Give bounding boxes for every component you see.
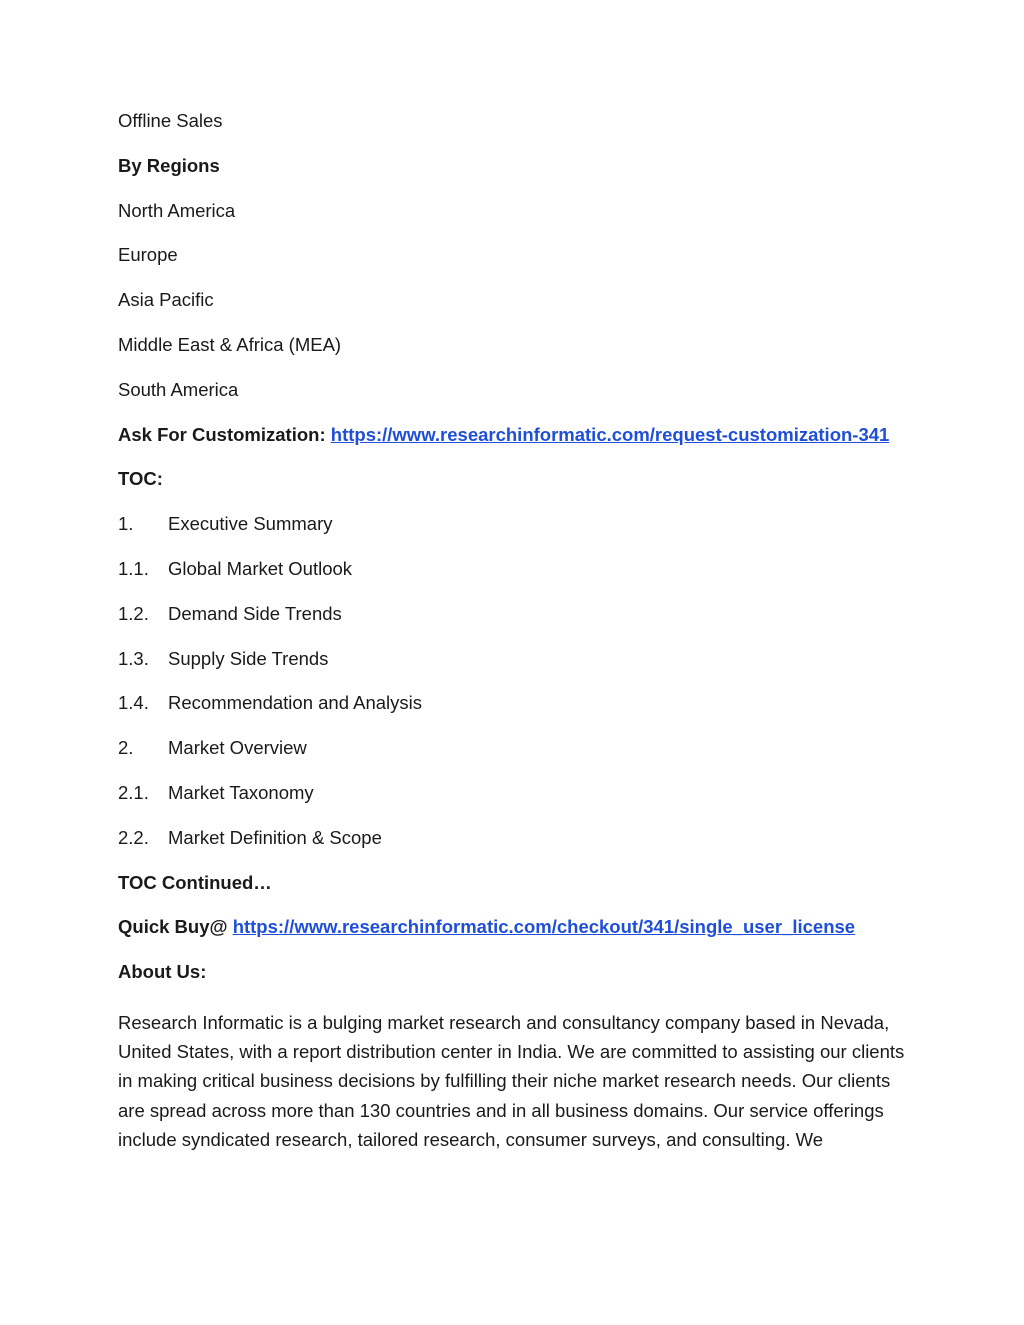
ask-for-customization-label: Ask For Customization: [118, 423, 326, 445]
toc-heading: TOC: [118, 468, 163, 490]
toc-entry [118, 602, 906, 624]
toc-label: Market Definition & Scope [168, 826, 382, 848]
request-customization-link[interactable]: https://www.researchinformatic.com/request-customization-341 [330, 423, 890, 445]
toc-entry [118, 739, 906, 758]
toc-number: 1.2. [118, 602, 149, 624]
quick-buy-link[interactable]: https://www.researchinformatic.com/checkout/341/single_user_license [232, 916, 856, 938]
toc-continued-label: TOC Continued… [118, 871, 272, 893]
text-line-south-america: South America [118, 378, 239, 400]
toc-entry [118, 557, 906, 579]
text-line-offline-sales: Offline Sales [118, 110, 223, 131]
about-us-heading: About Us: [118, 961, 207, 983]
toc-label: Market Overview [168, 737, 307, 759]
ask-for-customization-row [118, 423, 906, 445]
toc-number: 1.1. [118, 557, 149, 579]
toc-entry [118, 826, 906, 848]
text-line-mea: Middle East & Africa (MEA) [118, 333, 342, 355]
text-line-north-america: North America [118, 199, 236, 221]
toc-entry [118, 515, 906, 534]
toc-entry [118, 647, 906, 669]
toc-label: Executive Summary [168, 513, 333, 535]
heading-by-regions: By Regions [118, 154, 220, 176]
toc-number: 2. [118, 737, 134, 759]
toc-label: Recommendation and Analysis [168, 692, 423, 714]
about-us-paragraph: Research Informatic is a bulging market research and consultancy company based in Nevada, United States, with a report distribution center in India. We are committed to assisting our clients in making critical business decisions by fulfilling their niche market research needs. Our clients are spread across more than 130 countries and in all business domains. Our service offerings include syndicated research, tailored research, consumer surveys, and consulting. We [118, 1011, 905, 1150]
quick-buy-label: Quick Buy@ [118, 916, 228, 938]
toc-entry [118, 694, 906, 713]
text-line-europe: Europe [118, 244, 178, 266]
text-line-asia-pacific: Asia Pacific [118, 289, 214, 311]
toc-number: 1.3. [118, 647, 149, 669]
toc-label: Global Market Outlook [168, 557, 353, 579]
toc-number: 2.1. [118, 781, 149, 803]
toc-number: 1. [118, 513, 134, 535]
toc-label: Demand Side Trends [168, 602, 342, 624]
toc-label: Supply Side Trends [168, 647, 329, 669]
quick-buy-row [118, 918, 906, 937]
toc-number: 1.4. [118, 692, 149, 714]
toc-entry [118, 781, 906, 803]
toc-label: Market Taxonomy [168, 781, 314, 803]
toc-number: 2.2. [118, 826, 149, 848]
